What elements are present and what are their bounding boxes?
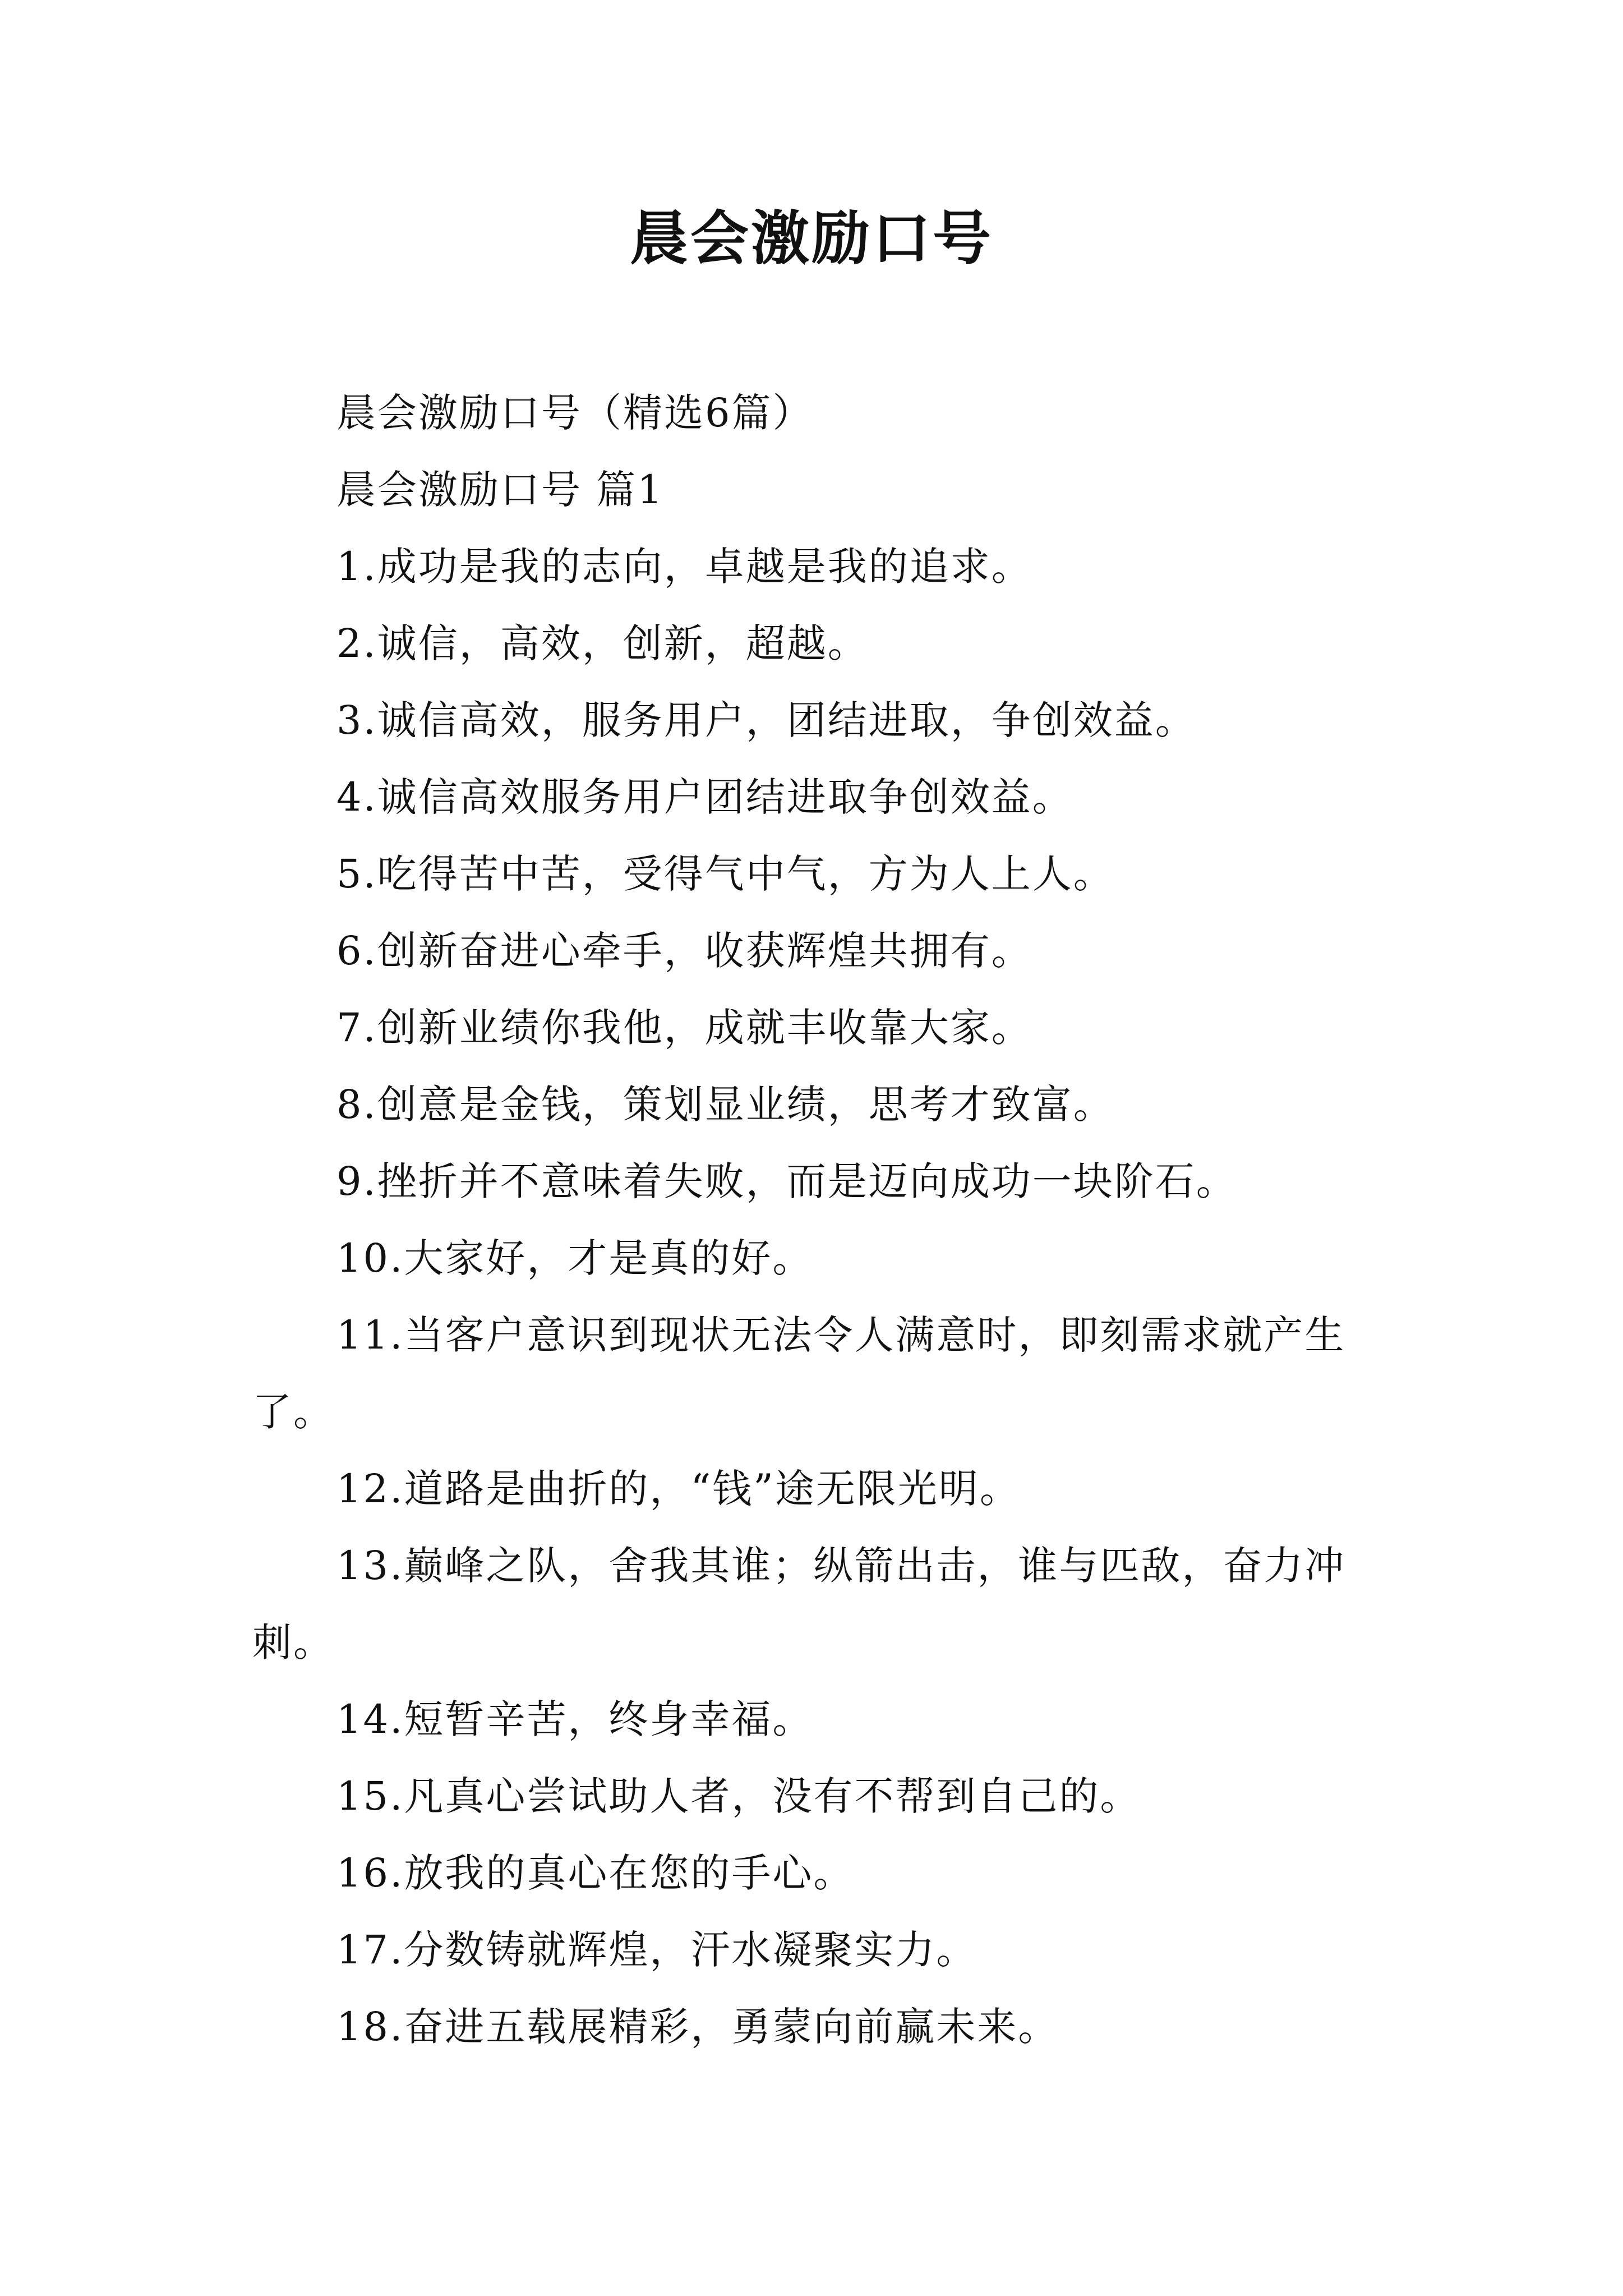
paragraph-item: 5.吃得苦中苦，受得气中气，方为人上人。 <box>336 851 1114 897</box>
paragraph-item: 17.分数铸就辉煌，汗水凝聚实力。 <box>336 1927 978 1973</box>
paragraph-item: 15.凡真心尝试助人者，没有不帮到自己的。 <box>336 1773 1141 1819</box>
paragraph-item: 13.巅峰之队，舍我其谁；纵箭出击，谁与匹敌，奋力冲刺。 <box>252 1543 1346 1665</box>
document-body <box>252 375 1385 2065</box>
paragraph-item: 4.诚信高效服务用户团结进取争创效益。 <box>336 774 1073 820</box>
paragraph-item: 11.当客户意识到现状无法令人满意时，即刻需求就产生了。 <box>252 1312 1346 1435</box>
paragraph-item: 10.大家好，才是真的好。 <box>336 1235 814 1281</box>
paragraph-section-title: 晨会激励口号 篇1 <box>336 467 664 513</box>
paragraph-item: 16.放我的真心在您的手心。 <box>336 1850 855 1896</box>
document-title: 晨会激励口号 <box>629 204 993 273</box>
paragraph-item: 1.成功是我的志向，卓越是我的追求。 <box>336 544 1032 590</box>
paragraph-item: 3.诚信高效，服务用户，团结进取，争创效益。 <box>336 697 1196 743</box>
paragraph-item: 7.创新业绩你我他，成就丰收靠大家。 <box>336 1005 1032 1051</box>
paragraph-heading: 晨会激励口号（精选6篇） <box>336 390 814 436</box>
paragraph-item: 2.诚信，高效，创新，超越。 <box>336 620 869 666</box>
paragraph-item: 14.短暂辛苦，终身幸福。 <box>336 1696 814 1742</box>
paragraph-item: 6.创新奋进心牵手，收获辉煌共拥有。 <box>336 928 1032 974</box>
paragraph-item: 12.道路是曲折的，“钱”途无限光明。 <box>336 1466 1021 1512</box>
paragraph-item: 9.挫折并不意味着失败，而是迈向成功一块阶石。 <box>336 1158 1237 1204</box>
paragraph-item: 8.创意是金钱，策划显业绩，思考才致富。 <box>336 1082 1114 1128</box>
paragraph-item: 18.奋进五载展精彩，勇蒙向前赢未来。 <box>336 2004 1059 2050</box>
